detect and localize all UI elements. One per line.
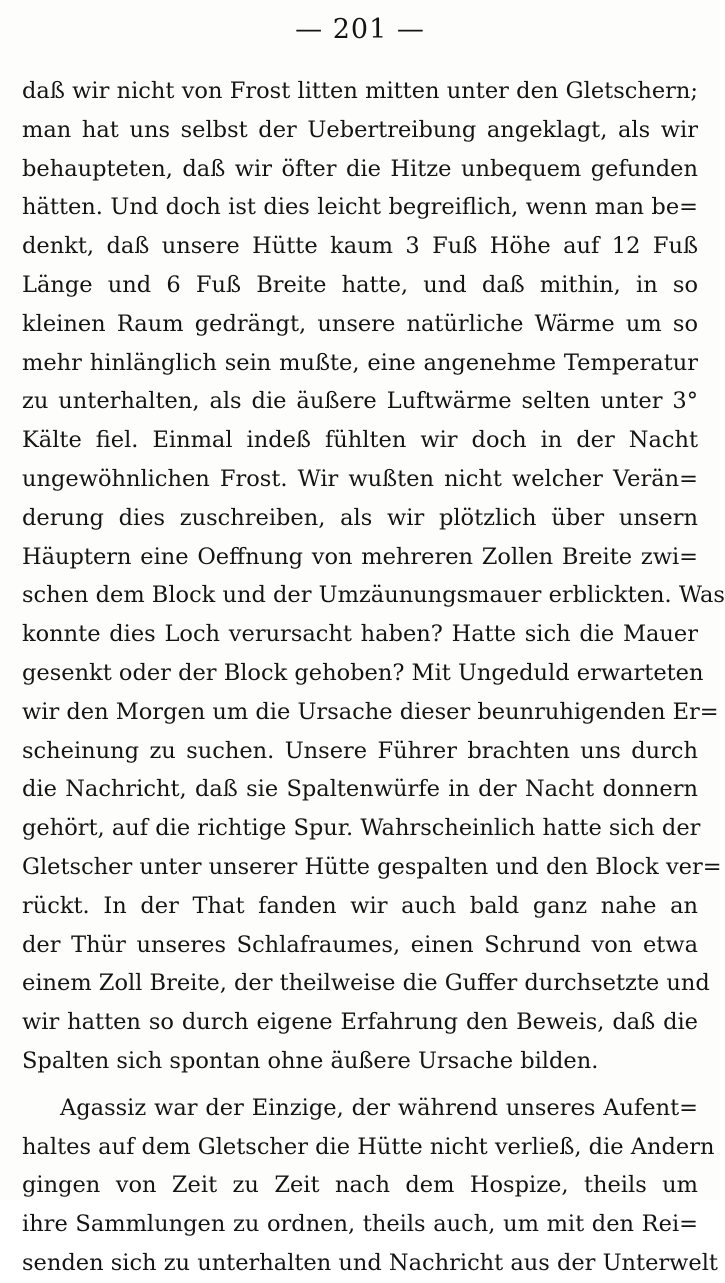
text-line: schen dem Block und der Umzäunungsmauer erblickten. Was [22, 582, 725, 609]
text-line: kleinen Raum gedrängt, unsere natürliche Wärme um so [22, 310, 698, 337]
text-line: einem Zoll Breite, der theilweise die Guffer durchsetzte und [22, 970, 710, 997]
paragraph-end-line: Spalten sich spontan ohne äußere Ursache bilden. [22, 1047, 599, 1074]
text-line: ungewöhnlichen Frost. Wir wußten nicht welcher Verän= [22, 465, 698, 492]
text-line: wir den Morgen um die Ursache dieser beunruhigenden Er= [22, 698, 719, 725]
text-line: behaupteten, daß wir öfter die Hitze unbequem gefunden [22, 155, 698, 182]
text-line: wir hatten so durch eigene Erfahrung den Beweis, daß die [22, 1009, 698, 1036]
text-line: gehört, auf die richtige Spur. Wahrscheinlich hatte sich der [22, 815, 701, 842]
text-line: Kälte fiel. Einmal indeß fühlten wir doch in der Nacht [22, 427, 698, 454]
text-line: gesenkt oder der Block gehoben? Mit Ungeduld erwarteten [22, 659, 704, 686]
text-line: Gletscher unter unserer Hütte gespalten und den Block ver= [22, 853, 722, 880]
text-line: derung dies zuschreiben, als wir plötzlich über unsern [22, 504, 698, 531]
text-line: senden sich zu unterhalten und Nachricht aus der Unterwelt [22, 1249, 718, 1276]
text-line: zu unterhalten, als die äußere Luftwärme selten unter 3° [22, 388, 698, 415]
text-line: die Nachricht, daß sie Spaltenwürfe in der Nacht donnern [22, 776, 698, 803]
text-line: mehr hinlänglich sein mußte, eine angenehme Temperatur [22, 349, 698, 376]
text-line: haltes auf dem Gletscher die Hütte nicht verließ, die Andern [22, 1133, 715, 1160]
text-line: konnte dies Loch verursacht haben? Hatte sich die Mauer [22, 621, 698, 648]
text-line: ihre Sammlungen zu ordnen, theils auch, um mit den Rei= [22, 1211, 698, 1238]
text-line: Länge und 6 Fuß Breite hatte, und daß mithin, in so [22, 271, 698, 298]
paragraph-start-line: Agassiz war der Einzige, der während unseres Aufent= [60, 1094, 698, 1121]
text-line: man hat uns selbst der Uebertreibung angeklagt, als wir [22, 116, 698, 143]
text-line: scheinung zu suchen. Unsere Führer brachten uns durch [22, 737, 698, 764]
text-line: rückt. In der That fanden wir auch bald ganz nahe an [22, 892, 698, 919]
text-line: daß wir nicht von Frost litten mitten unter den Gletschern; [22, 78, 698, 104]
text-line: gingen von Zeit zu Zeit nach dem Hospize, theils um [22, 1172, 698, 1199]
text-line: denkt, daß unsere Hütte kaum 3 Fuß Höhe auf 12 Fuß [22, 233, 698, 260]
text-line: hätten. Und doch ist dies leicht begreiflich, wenn man be= [22, 194, 698, 221]
text-line: Häuptern eine Oeffnung von mehreren Zollen Breite zwi= [22, 543, 698, 570]
page-number-header: — 201 — [295, 14, 425, 45]
text-line: der Thür unseres Schlafraumes, einen Schrund von etwa [22, 931, 698, 958]
body-text [22, 72, 725, 1283]
